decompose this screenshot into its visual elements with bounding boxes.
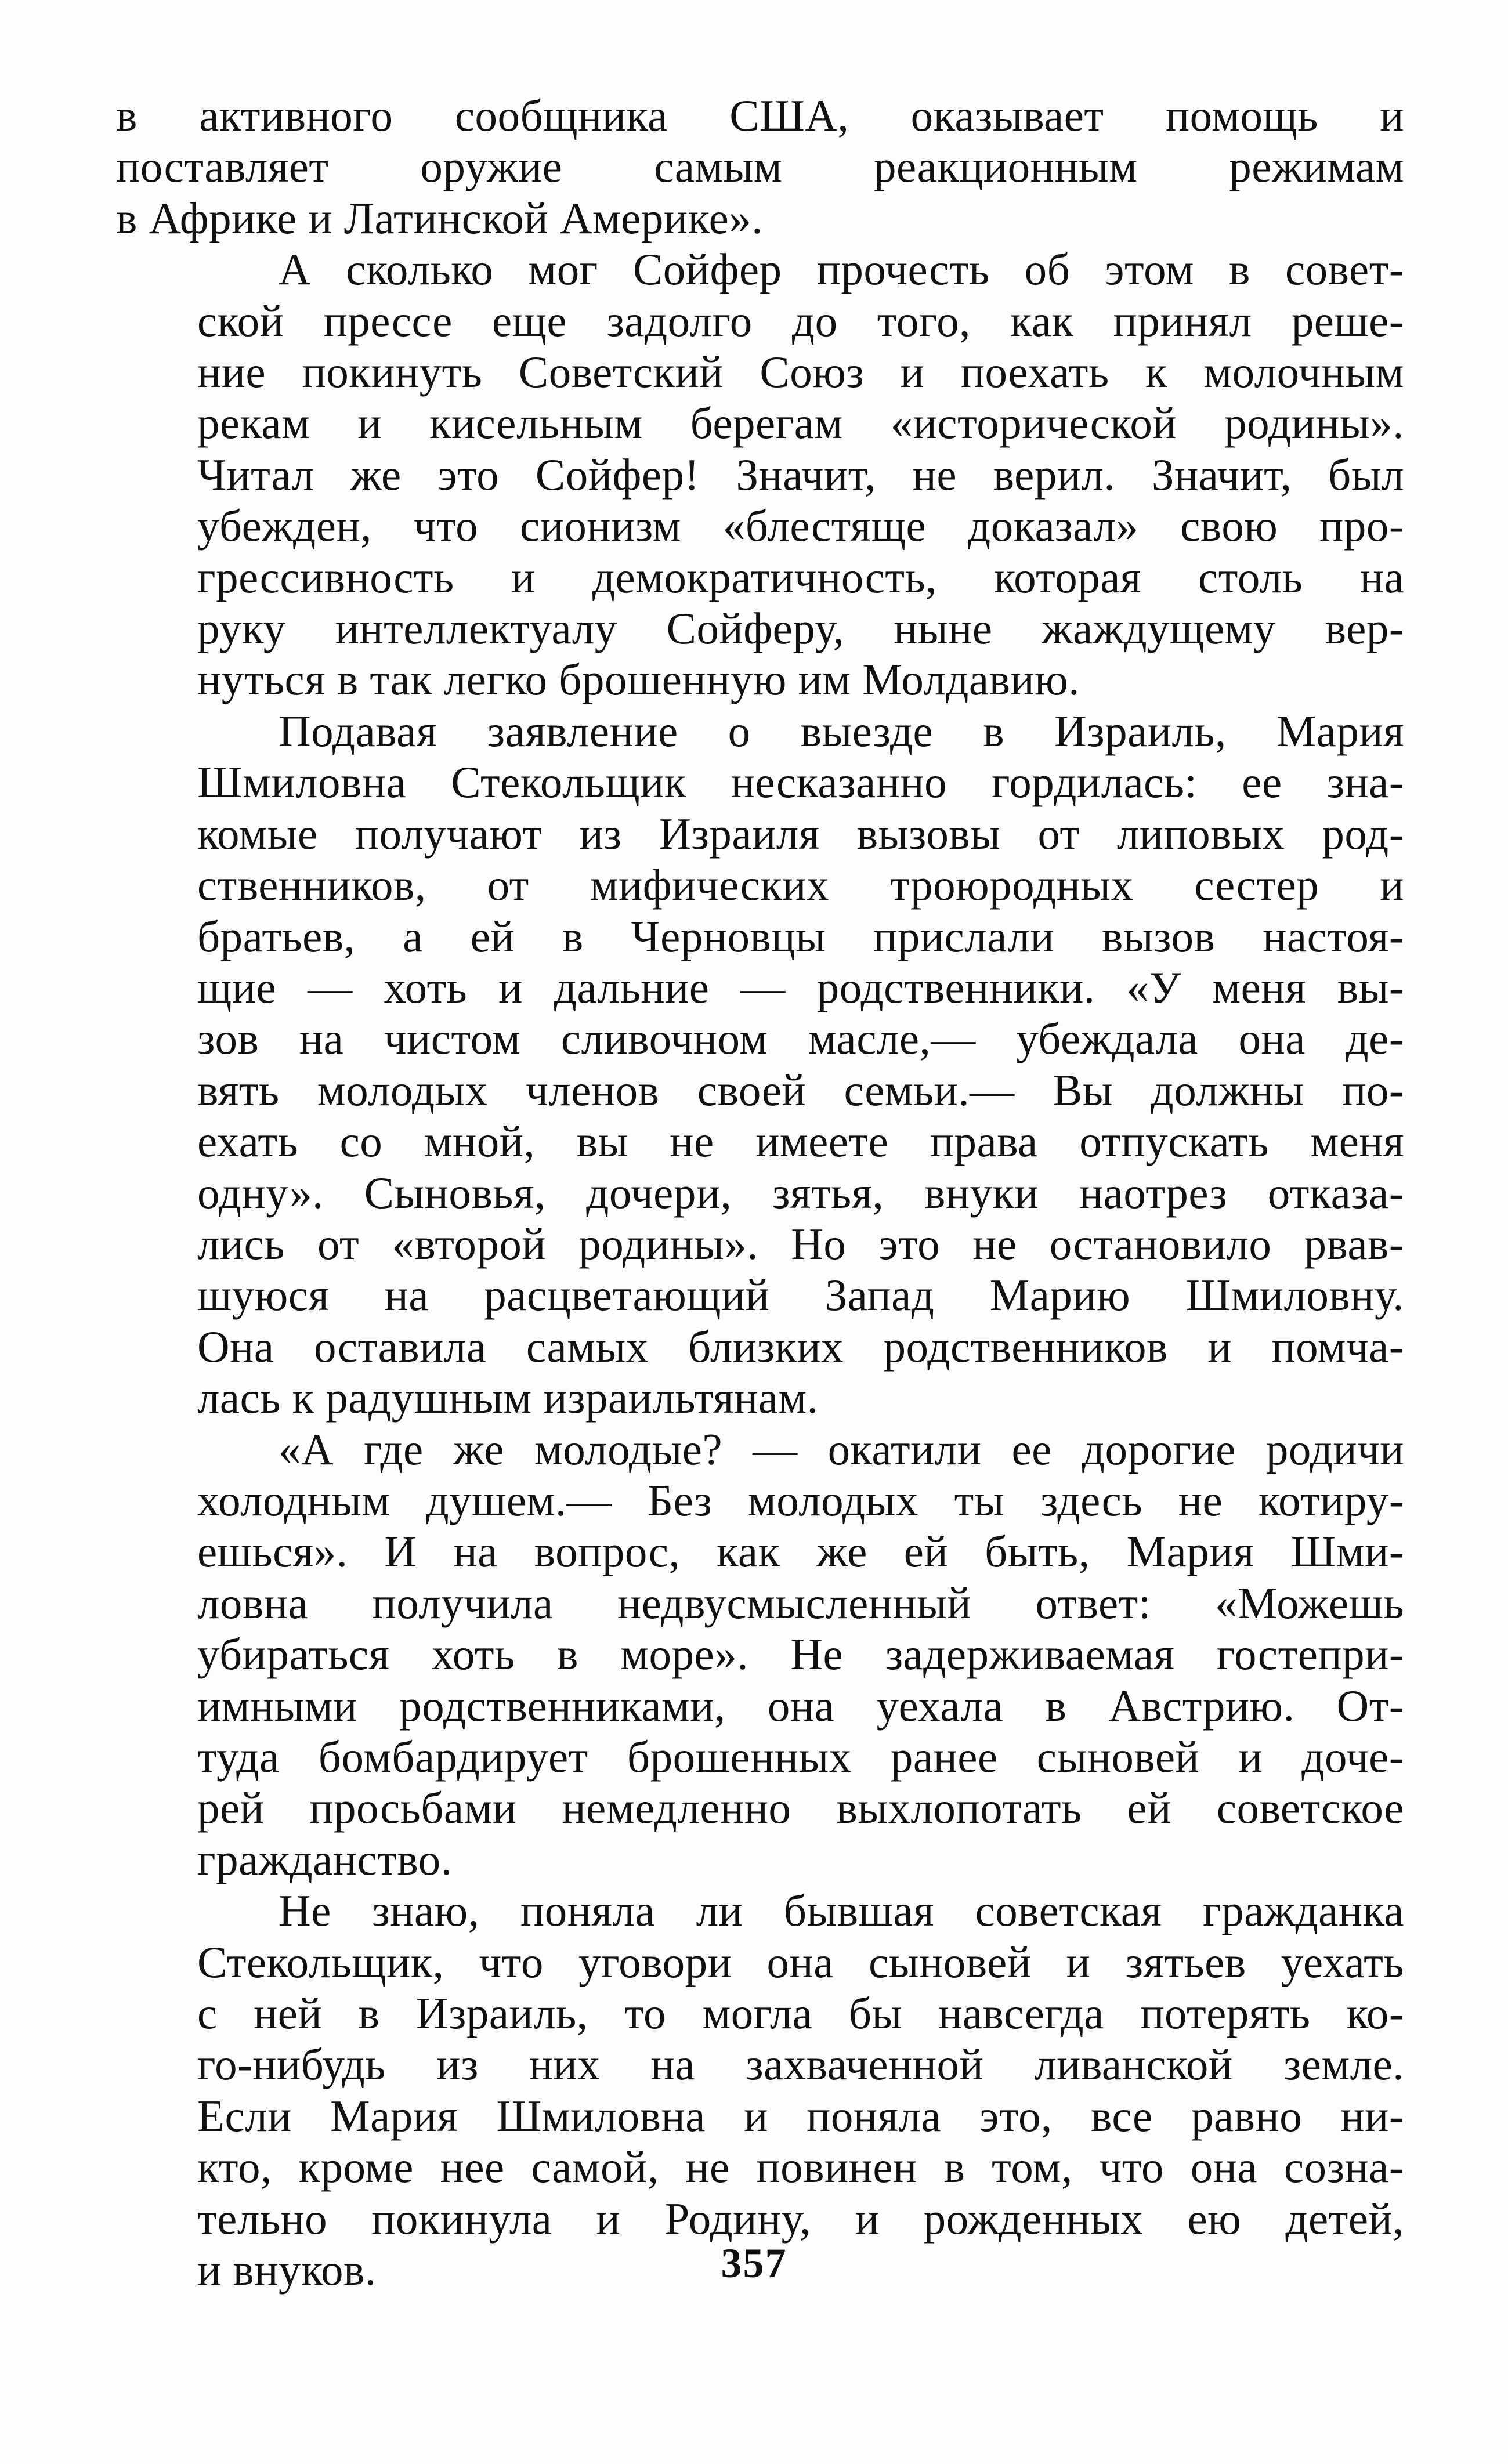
page-number: 357 <box>721 2240 787 2286</box>
text-line: вять молодых членов своей семьи.— Вы должны по- <box>197 1065 1404 1115</box>
paragraph <box>116 1424 1404 1886</box>
text-line: Стекольщик, что уговори она сыновей и зятьев уехать <box>197 1937 1404 1987</box>
text-line: ственников, от мифических троюродных сестер и <box>197 860 1404 910</box>
text-line: гражданство. <box>197 1834 453 1884</box>
text-line: комые получают из Израиля вызовы от липовых род- <box>197 808 1404 859</box>
text-line: одну». Сыновья, дочери, зятья, внуки наотрез отказа- <box>197 1167 1404 1218</box>
paragraph <box>116 705 1404 1424</box>
text-line: щие — хоть и дальние — родственники. «У меня вы- <box>197 962 1404 1012</box>
body-text <box>116 90 1404 2295</box>
text-line: рей просьбами немедленно выхлопотать ей советское <box>197 1783 1404 1833</box>
text-line: убираться хоть в море». Не задерживаемая гостепри- <box>197 1629 1404 1680</box>
paragraph <box>116 90 1404 244</box>
text-line: и внуков. <box>197 2245 377 2295</box>
text-line: тельно покинула и Родину, и рожденных ею детей, <box>197 2193 1404 2244</box>
text-line: ешься». И на вопрос, как же ей быть, Мария Шми- <box>197 1526 1404 1577</box>
text-line: кто, кроме нее самой, не повинен в том, что она созна- <box>197 2142 1404 2192</box>
text-line: поставляет оружие самым реакционным режимам <box>116 142 1404 192</box>
text-line: го-нибудь из них на захваченной ливанской земле. <box>197 2039 1404 2090</box>
text-line: ехать со мной, вы не имеете права отпускать меня <box>197 1116 1404 1167</box>
text-line: ние покинуть Советский Союз и поехать к молочным <box>197 347 1404 397</box>
text-line: в активного сообщника США, оказывает помощь и <box>116 91 1404 140</box>
text-line: имными родственниками, она уехала в Австрию. От- <box>197 1680 1404 1731</box>
text-line: нуться в так легко брошенную им Молдавию. <box>197 654 1080 705</box>
text-line: Если Мария Шмиловна и поняла это, все равно ни- <box>197 2090 1404 2141</box>
text-line: ской прессе еще задолго до того, как принял реше- <box>197 295 1404 346</box>
text-line: туда бомбардирует брошенных ранее сыновей и доче- <box>197 1732 1404 1782</box>
text-line: Подавая заявление о выезде в Израиль, Мария <box>279 705 1404 756</box>
paragraph <box>116 244 1404 705</box>
text-line: Не знаю, поняла ли бывшая советская гражданка <box>279 1886 1404 1936</box>
text-line: ловна получила недвусмысленный ответ: «Можешь <box>197 1577 1404 1628</box>
text-line: с ней в Израиль, то могла бы навсегда потерять ко- <box>197 1988 1404 2039</box>
text-line: Читал же это Сойфер! Значит, не верил. Значит, был <box>197 449 1404 500</box>
text-line: шуюся на расцветающий Запад Марию Шмиловну. <box>197 1270 1404 1320</box>
text-line: убежден, что сионизм «блестяще доказал» свою про- <box>197 501 1404 551</box>
text-line: А сколько мог Сойфер прочесть об этом в совет- <box>279 244 1404 295</box>
text-line: зов на чистом сливочном масле,— убеждала она де- <box>197 1014 1404 1064</box>
paragraph <box>116 1885 1404 2295</box>
text-line: лась к радушным израильтянам. <box>197 1373 819 1423</box>
text-line: Шмиловна Стекольщик несказанно гордилась: ее зна- <box>197 757 1404 808</box>
text-line: холодным душем.— Без молодых ты здесь не котиру- <box>197 1475 1404 1525</box>
text-line: руку интеллектуалу Сойферу, ныне жаждущему вер- <box>197 603 1404 654</box>
text-line: братьев, а ей в Черновцы прислали вызов настоя- <box>197 911 1404 961</box>
text-line: в Африке и Латинской Америке». <box>116 193 763 243</box>
text-line: лись от «второй родины». Но это не остановило рвав- <box>197 1218 1404 1269</box>
text-line: рекам и кисельным берегам «исторической родины». <box>197 398 1404 448</box>
text-line: «А где же молодые? — окатили ее дорогие родичи <box>279 1424 1404 1474</box>
text-line: грессивность и демократичность, которая столь на <box>197 552 1404 602</box>
text-line: Она оставила самых близких родственников и помча- <box>197 1321 1404 1372</box>
